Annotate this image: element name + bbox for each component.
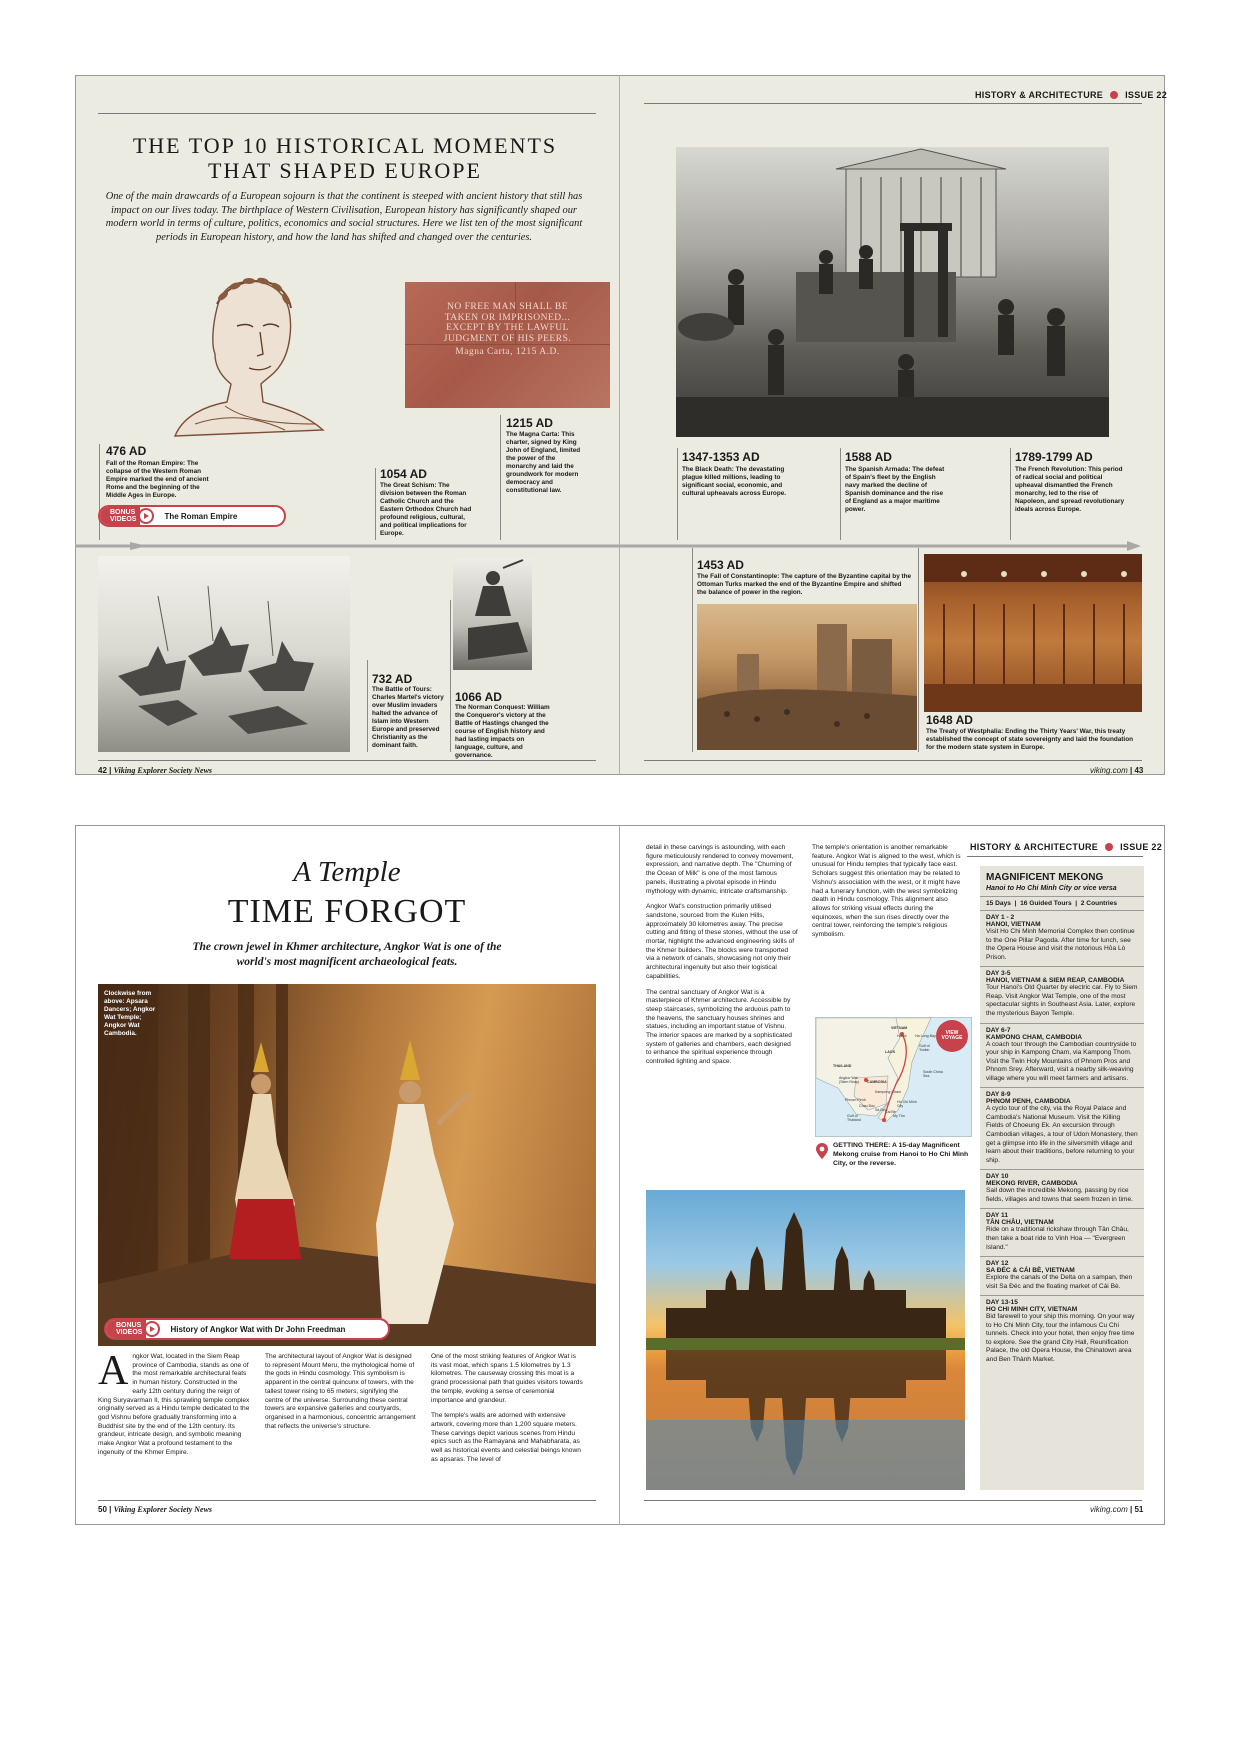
angkor-wat-photo: [646, 1190, 965, 1490]
header-dot-icon: [1110, 91, 1118, 99]
timeline-marker: [367, 660, 368, 752]
itinerary-day-desc: A cyclo tour of the city, via the Royal Palace and Cambodia's National Museum. Visit the Killing Fields of Choeung Ek. An excursion through Cambodian villages, a tour of Udon Monastery, then get a glimpse into life in the silversmith village and learn about their traditions, before returning to your ship.: [986, 1105, 1138, 1164]
top-spread-gutter: [619, 75, 620, 775]
map-label: CAMBODIA: [867, 1080, 887, 1084]
article-title: TIME FORGOT: [227, 893, 467, 930]
page-title: THE TOP 10 HISTORICAL MOMENTS THAT SHAPED EUROPE: [132, 133, 558, 184]
french-revolution-engraving: [676, 147, 1109, 437]
itinerary-day-desc: Ride on a traditional rickshaw through Tân Châu, then take a boat ride to Vinh Hoa — "Evergreen Island.": [986, 1226, 1129, 1251]
itinerary-day-place: HANOI, VIETNAM & SIEM REAP, CAMBODIA: [986, 977, 1125, 985]
section-header: HISTORY & ARCHITECTURE ISSUE 22: [975, 90, 1168, 100]
timeline-marker: [692, 548, 693, 752]
itinerary-day: [980, 1208, 1144, 1256]
caesar-bust-illustration: [165, 274, 330, 440]
bonus-video-label: History of Angkor Wat with Dr John Freedman: [170, 1324, 346, 1334]
bonus-video-button[interactable]: [98, 505, 286, 527]
event-year: 1215 AD: [506, 416, 553, 430]
itinerary-day: [980, 1087, 1144, 1169]
page-folio: 42 | Viking Explorer Society News: [98, 766, 213, 775]
bottom-left-footer-rule: [98, 1500, 596, 1501]
bottom-right-header-rule: [967, 856, 1143, 857]
map-label: Sa Dec: [875, 1108, 887, 1112]
event-year: 1054 AD: [380, 467, 427, 481]
bottom-spread-gutter: [619, 825, 620, 1525]
itinerary-stats: 15 Days | 16 Guided Tours | 2 Countries: [980, 896, 1144, 910]
timeline-marker: [918, 548, 919, 752]
itinerary-day-day: DAY 6-7: [986, 1026, 1011, 1034]
itinerary-day-place: TÂN CHÂU, VIETNAM: [986, 1219, 1054, 1227]
event-description: The Black Death: The devastating plague killed millions, leading to significant social, economic, and cultural upheavals across Europe.: [682, 466, 787, 497]
page-folio: viking.com | 51: [1090, 1505, 1144, 1514]
event-year: 1648 AD: [926, 713, 973, 727]
event-description: The Treaty of Westphalia: Ending the Thirty Years' War, this treaty established the concept of state sovereignty and laid the foundation for the modern state system in Europe.: [926, 728, 1134, 751]
apsara-dancers-photo: [98, 984, 596, 1346]
westphalia-hall-photo: [924, 554, 1142, 712]
map-label: Kampong Cham: [875, 1090, 901, 1094]
event-year: 476 AD: [106, 444, 147, 458]
voyage-map[interactable]: [815, 1017, 972, 1137]
bonus-videos-tag: BONUS VIDEOS: [106, 1318, 146, 1340]
intro-paragraph: One of the main drawcards of a European sojourn is that the continent is steeped with ancient history that still has impact on our lives today. The birthplace of Western Civilisation, European history has significantly shaped our modern world in terms of culture, politics, economics and social structures. Here we list ten of the most significant periods in European history, and how the land has shifted and changed over the centuries.: [105, 191, 583, 244]
itinerary-day-desc: Visit Ho Chi Minh Memorial Complex then continue to the One Pillar Pagoda. After time for lunch, see the Opera House and visit the notorious Hỏa Lò Prison.: [986, 928, 1135, 961]
battle-of-tours-engraving: [98, 556, 350, 752]
timeline-marker: [99, 444, 100, 540]
timeline-marker: [500, 415, 501, 540]
itinerary-day-day: DAY 3-5: [986, 970, 1011, 978]
top-left-footer-rule: [98, 760, 596, 761]
inscription-line: Magna Carta, 1215 A.D.: [455, 346, 560, 357]
bonus-video-label: The Roman Empire: [164, 511, 238, 521]
itinerary-day-place: PHNOM PENH, CAMBODIA: [986, 1098, 1071, 1106]
constantinople-painting: [697, 604, 917, 750]
event-description: The Battle of Tours: Charles Martel's victory over Muslim invaders halted the advance of Islam into Western Europe and preserved Christianity as the dominant faith.: [372, 686, 444, 749]
itinerary-day-desc: Sail down the incredible Mekong, passing by rice fields, villages and towns that seem frozen in time.: [986, 1187, 1133, 1203]
photo-caption: Clockwise from above: Apsara Dancers; Angkor Wat Temple; Angkor Wat Cambodia.: [104, 990, 156, 1037]
itinerary-day-day: DAY 11: [986, 1212, 1008, 1220]
norman-conquest-engraving: [453, 558, 532, 670]
itinerary-day-desc: A coach tour through the Cambodian countryside to your ship in Kampong Cham, via Kampong Thom. Visit the Twin Holy Mountains of Phnom Pros and Phnom Srey. Afterward, visit a nearby silk-weaving village where you will meet farmers and artisans.: [986, 1040, 1137, 1082]
itinerary-subtitle: Hanoi to Ho Chi Minh City or vice versa: [986, 885, 1117, 892]
itinerary-day: [980, 1169, 1144, 1208]
event-year: 1453 AD: [697, 558, 744, 572]
timeline-marker: [375, 468, 376, 540]
map-label: Cai Be: [885, 1110, 896, 1114]
magna-carta-stone-photo: [405, 282, 610, 408]
itinerary-day-desc: Bid farewell to your ship this morning. On your way to Ho Chi Minh City, tour the infamous Cu Chi tunnels. Check into your hotel, then enjoy free time to explore. See the grand City Hall, Reunification Palace, the old Opera House, the Chinatown area and Ben Thành Market.: [986, 1313, 1135, 1363]
event-year: 1588 AD: [845, 450, 892, 464]
top-right-footer-rule: [644, 760, 1142, 761]
event-year: 1789-1799 AD: [1015, 450, 1093, 464]
map-label: South China Sea: [923, 1070, 943, 1078]
map-label: LAOS: [885, 1050, 895, 1054]
drop-cap: A: [98, 1348, 129, 1394]
article-column-2: The architectural layout of Angkor Wat is designed to represent Mount Meru, the mythological home of the gods in Hindu cosmology. This symbolism is apparent in the central quincunx of towers, with the tallest tower rising to 65 meters, signifying the centre of the universe. Surrounding these central towers are expansive galleries and courtyards, organised in a harmonious, concentric arrangement that reflects the universe's structure.: [265, 1353, 416, 1430]
page-folio: viking.com | 43: [1090, 766, 1144, 775]
event-description: The Fall of Constantinople: The capture of the Byzantine capital by the Ottoman Turks marked the end of the Byzantine Empire and shifted the balance of power in the region.: [697, 573, 912, 596]
itinerary-day-day: DAY 10: [986, 1173, 1009, 1181]
itinerary-day-day: DAY 8-9: [986, 1091, 1011, 1099]
play-icon[interactable]: [144, 1321, 160, 1337]
event-description: Fall of the Roman Empire: The collapse of the Western Roman Empire marked the end of ancient Rome and the beginning of the Middle Ages in Europe.: [106, 460, 209, 499]
article-column-5: The temple's orientation is another remarkable feature. Angkor Wat is aligned to the west, which is unusual for Hindu temples that typically face east. Scholars suggest this orientation may be related to Vishnu's association with the west, or it might have had a funerary function, with the west symbolizing death in Hindu cosmology. This alignment also allows for striking visual effects during the equinoxes, when the sun rises directly over the central tower, reinforcing the temple's religious symbolism.: [812, 844, 961, 939]
itinerary-day-day: DAY 1 - 2: [986, 914, 1015, 921]
itinerary-day: [980, 1295, 1144, 1368]
page-folio: 50 | Viking Explorer Society News: [98, 1505, 213, 1514]
timeline-arrow: [75, 538, 1165, 548]
inscription-line: EXCEPT BY THE LAWFUL: [446, 323, 569, 334]
map-label: Ho Chi Minh City: [897, 1100, 917, 1108]
map-label: Phnom Penh: [845, 1098, 866, 1102]
event-description: The Magna Carta: This charter, signed by King John of England, limited the power of the monarchy and laid the groundwork for modern democracy and constitutional law.: [506, 431, 581, 494]
map-label: Ha Long Bay: [915, 1034, 936, 1038]
itinerary-day-place: KAMPONG CHAM, CAMBODIA: [986, 1033, 1082, 1041]
itinerary-sidebar: [980, 866, 1144, 1490]
location-pin-icon: [816, 1143, 828, 1159]
timeline-marker: [450, 600, 451, 752]
itinerary-day-day: DAY 12: [986, 1260, 1009, 1268]
article-column-3: One of the most striking features of Angkor Wat is its vast moat, which spans 1.5 kilometres by 1.3 kilometres. The causeway crossing this moat is a grand processional path that guides visitors towards the temple, evoking a sense of ceremonial importance and grandeur. The temple's walls are adorned with extensive artwork, covering more than 1,200 square meters. These carvings depict various scenes from Hindu epics such as the Ramayana and Mahabharata, as well as historical events and celestial beings known as apsaras. The level of: [431, 1353, 583, 1463]
event-year: 732 AD: [372, 672, 413, 686]
itinerary-day: [980, 1256, 1144, 1295]
timeline-marker: [840, 448, 841, 540]
map-label: Angkor Wat (Siem Reap): [839, 1076, 860, 1084]
section-header: HISTORY & ARCHITECTURE ISSUE 22: [970, 842, 1163, 852]
header-dot-icon: [1105, 843, 1113, 851]
itinerary-day-place: HANOI, VIETNAM: [986, 921, 1041, 928]
inscription-line: NO FREE MAN SHALL BE: [446, 302, 568, 312]
timeline-marker: [677, 448, 678, 540]
event-description: The French Revolution: This period of radical social and political upheaval dismantled the French monarchy, led to the rise of Napoleon, and spread revolutionary ideals across Europe.: [1015, 466, 1125, 513]
top-left-header-rule: [98, 113, 596, 114]
map-label: THAILAND: [833, 1064, 852, 1068]
itinerary-day-desc: Explore the canals of the Delta on a sampan, then visit Sa Đéc and the floating market of Cái Bè.: [986, 1274, 1133, 1290]
article-column-4: detail in these carvings is astounding, with each figure meticulously rendered to convey movement, expression, and narrative depth. The "Churning of the Ocean of Milk" is one of the most famous panels, illustrating a pivotal episode in Hindu mythology with dynamic, intricate craftsmanship. Angkor Wat's construction primarily utilised sandstone, sourced from the Kulen Hills, approximately 30 kilometres away. The precise cutting and fitting of these stones, without the use of mortar, highlight the advanced engineering skills of the Khmer builders. The blocks were transported via a network of canals, showcasing not only their architectural ingenuity but also their logistical capabilities. The central sanctuary of Angkor Wat is a masterpiece of Khmer architecture. Accessible by steep staircases, symbolizing the arduous path to the heavens, the sanctuary houses shrines and statues, including an important statue of Vishnu. The interior spaces are marked by a sophisticated system of galleries and chambers, each designed to enhance the spiritual experience through controlled lighting and space.: [646, 844, 798, 1066]
view-voyage-badge[interactable]: VIEW VOYAGE: [936, 1020, 968, 1052]
itinerary-days: [980, 910, 1144, 1369]
map-label: My Tho: [893, 1114, 905, 1118]
inscription-line: TAKEN OR IMPRISONED...: [444, 312, 571, 323]
top-right-header-rule: [644, 103, 1142, 104]
itinerary-day: [980, 910, 1144, 966]
itinerary-day-desc: Tour Hanoi's Old Quarter by electric car. Fly to Siem Reap. Visit Angkor Wat Temple, one of the most spectacular sights in Southeast Asia. Later, explore the mysterious Bayon Temple.: [986, 984, 1138, 1017]
itinerary-day-place: MEKONG RIVER, CAMBODIA: [986, 1180, 1078, 1188]
itinerary-day-day: DAY 13-15: [986, 1299, 1018, 1307]
event-year: 1347-1353 AD: [682, 450, 760, 464]
map-label: VIETNAM: [891, 1026, 908, 1030]
bonus-video-button[interactable]: [104, 1318, 390, 1340]
play-icon[interactable]: [138, 508, 154, 524]
map-label: Gulf of Tonkin: [919, 1044, 930, 1052]
itinerary-day-place: HO CHI MINH CITY, VIETNAM: [986, 1306, 1078, 1314]
event-description: The Great Schism: The division between the Roman Catholic Church and the Eastern Orthodox Church had profound religious, cultural, and political implications for Europe.: [380, 482, 472, 537]
article-column-1: A ngkor Wat, located in the Siem Reap province of Cambodia, stands as one of the most remarkable architectural feats in human history. Constructed in the early 12th century during the reign of King Suryavarman II, this sprawling temple complex originally served as a Hindu temple dedicated to the god Vishnu before gradually transforming into a Buddhist site by the end of the 12th century. Its grandeur, intricate design, and symbolic meaning make Angkor Wat a profound testament to the ingenuity of the Khmer Empire.: [98, 1348, 250, 1456]
itinerary-title: MAGNIFICENT MEKONG: [986, 872, 1104, 883]
bottom-right-footer-rule: [644, 1500, 1142, 1501]
bonus-videos-tag: BONUS VIDEOS: [100, 505, 140, 527]
event-description: The Spanish Armada: The defeat of Spain's fleet by the English navy marked the decline of Spanish dominance and the rise of England as a major maritime power.: [845, 466, 945, 513]
inscription-line: JUDGMENT OF HIS PEERS.: [443, 333, 572, 344]
itinerary-day: [980, 966, 1144, 1022]
timeline-marker: [1010, 448, 1011, 540]
event-description: The Norman Conquest: William the Conqueror's victory at the Battle of Hastings changed the course of English history and had lasting impacts on language, culture, and governance.: [455, 704, 550, 759]
map-label: Hanoi: [897, 1034, 907, 1038]
itinerary-day: [980, 1023, 1144, 1088]
map-label: Chau Doc: [859, 1104, 875, 1108]
event-year: 1066 AD: [455, 690, 502, 704]
itinerary-day-place: SA ĐÉC & CÁI BÈ, VIETNAM: [986, 1267, 1075, 1275]
map-label: Gulf of Thailand: [847, 1114, 861, 1122]
article-title-script: A Temple: [293, 856, 401, 888]
article-standfirst: The crown jewel in Khmer architecture, Angkor Wat is one of the world's most magnificent archaeological feats.: [192, 941, 502, 968]
getting-there-note: GETTING THERE: A 15-day Magnificent Mekong cruise from Hanoi to Ho Chi Minh City, or the reverse.: [833, 1142, 969, 1167]
